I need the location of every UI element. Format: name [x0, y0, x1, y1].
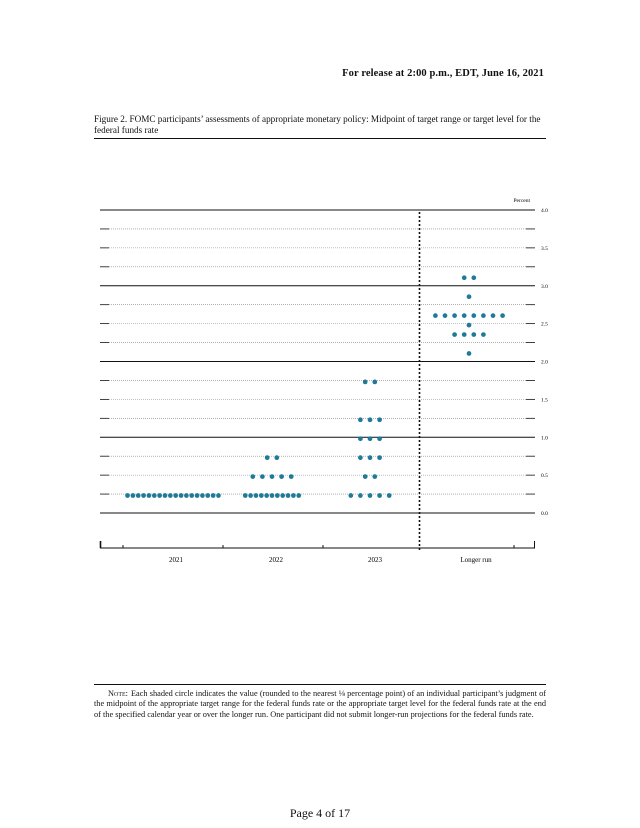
- participant-dot: [248, 493, 253, 498]
- participant-dot: [184, 493, 189, 498]
- participant-dot: [147, 493, 152, 498]
- participant-dot: [452, 332, 457, 337]
- participant-dot: [216, 493, 221, 498]
- participant-dot: [363, 380, 368, 385]
- y-tick-label: 2.0: [541, 359, 548, 366]
- participant-dot: [348, 493, 353, 498]
- participant-dot: [259, 493, 264, 498]
- note-label: Note:: [108, 689, 128, 698]
- participant-dot: [200, 493, 205, 498]
- y-tick-label: 0.0: [541, 511, 548, 517]
- x-tick-label: 2022: [269, 556, 283, 564]
- participant-dot: [152, 493, 157, 498]
- participant-dot: [467, 294, 472, 299]
- y-tick-label: 2.5: [541, 321, 548, 328]
- y-tick-labels: [541, 208, 548, 517]
- participant-dot: [462, 275, 467, 280]
- y-tick-label: 1.0: [541, 435, 548, 442]
- participant-dot: [467, 351, 472, 356]
- participant-dot: [358, 436, 363, 441]
- participant-dot: [377, 493, 382, 498]
- figure-caption: Figure 2. FOMC participants’ assessments of appropriate monetary policy: Midpoint of target range or target level for the federal funds rate: [94, 114, 541, 135]
- participant-dot: [131, 493, 136, 498]
- participant-dot: [358, 417, 363, 422]
- participant-dot: [291, 493, 296, 498]
- participant-dot: [377, 436, 382, 441]
- participant-dot: [270, 493, 275, 498]
- participant-dot: [363, 474, 368, 479]
- y-tick-label: 0.5: [541, 473, 548, 480]
- grid-lines: [100, 210, 535, 513]
- participant-dot: [358, 493, 363, 498]
- participant-dot: [471, 275, 476, 280]
- participant-dot: [264, 493, 269, 498]
- x-tick-label: Longer run: [460, 556, 492, 564]
- participant-dot: [136, 493, 141, 498]
- participant-dot: [270, 474, 275, 479]
- participant-dot: [500, 313, 505, 318]
- participant-dot: [280, 493, 285, 498]
- release-header: For release at 2:00 p.m., EDT, June 16, 2021: [342, 68, 544, 79]
- participant-dot: [205, 493, 210, 498]
- participant-dot: [368, 493, 373, 498]
- y-axis-label: Percent: [513, 198, 530, 204]
- participant-dot: [377, 417, 382, 422]
- participant-dot: [265, 455, 270, 460]
- participant-dot: [368, 417, 373, 422]
- participant-dot: [157, 493, 162, 498]
- participant-dot: [481, 313, 486, 318]
- participant-dot: [481, 332, 486, 337]
- x-tick-labels: [169, 556, 492, 564]
- participant-dot: [462, 332, 467, 337]
- participant-dot: [173, 493, 178, 498]
- participant-dot: [125, 493, 130, 498]
- participant-dot: [368, 455, 373, 460]
- y-tick-label: 1.5: [541, 397, 548, 404]
- participant-dot: [443, 313, 448, 318]
- participant-dot: [168, 493, 173, 498]
- participant-dot: [372, 474, 377, 479]
- participant-dot: [387, 493, 392, 498]
- participant-dot: [275, 493, 280, 498]
- participant-dot: [452, 313, 457, 318]
- dots: [125, 275, 505, 497]
- participant-dot: [141, 493, 146, 498]
- participant-dot: [377, 455, 382, 460]
- participant-dot: [250, 474, 255, 479]
- participant-dot: [211, 493, 216, 498]
- participant-dot: [372, 380, 377, 385]
- participant-dot: [243, 493, 248, 498]
- participant-dot: [274, 455, 279, 460]
- x-axis: [100, 541, 535, 548]
- note-text: Each shaded circle indicates the value (rounded to the nearest ⅛ percentage point) of an individual participant’s judgment of the midpoint of the appropriate target range for the federal funds rate or the appropriate target level for the federal funds rate at the end of the specified calendar year or over the longer run. One participant did not submit longer-run projections for the federal funds rate.: [94, 689, 546, 719]
- y-tick-label: 4.0: [541, 208, 548, 214]
- participant-dot: [491, 313, 496, 318]
- participant-dot: [467, 323, 472, 328]
- participant-dot: [254, 493, 259, 498]
- note-rule: [94, 684, 546, 685]
- participant-dot: [195, 493, 200, 498]
- participant-dot: [163, 493, 168, 498]
- page-number: Page 4 of 17: [289, 806, 351, 820]
- participant-dot: [471, 332, 476, 337]
- y-tick-label: 3.0: [541, 283, 548, 290]
- participant-dot: [358, 455, 363, 460]
- participant-dot: [471, 313, 476, 318]
- participant-dot: [462, 313, 467, 318]
- participant-dot: [279, 474, 284, 479]
- y-tick-label: 3.5: [541, 245, 548, 252]
- participant-dot: [260, 474, 265, 479]
- participant-dot: [433, 313, 438, 318]
- participant-dot: [296, 493, 301, 498]
- note-paragraph: [94, 689, 546, 720]
- x-tick-label: 2021: [169, 556, 183, 564]
- participant-dot: [368, 436, 373, 441]
- x-tick-label: 2023: [368, 556, 382, 564]
- participant-dot: [189, 493, 194, 498]
- participant-dot: [286, 493, 291, 498]
- participant-dot: [179, 493, 184, 498]
- participant-dot: [289, 474, 294, 479]
